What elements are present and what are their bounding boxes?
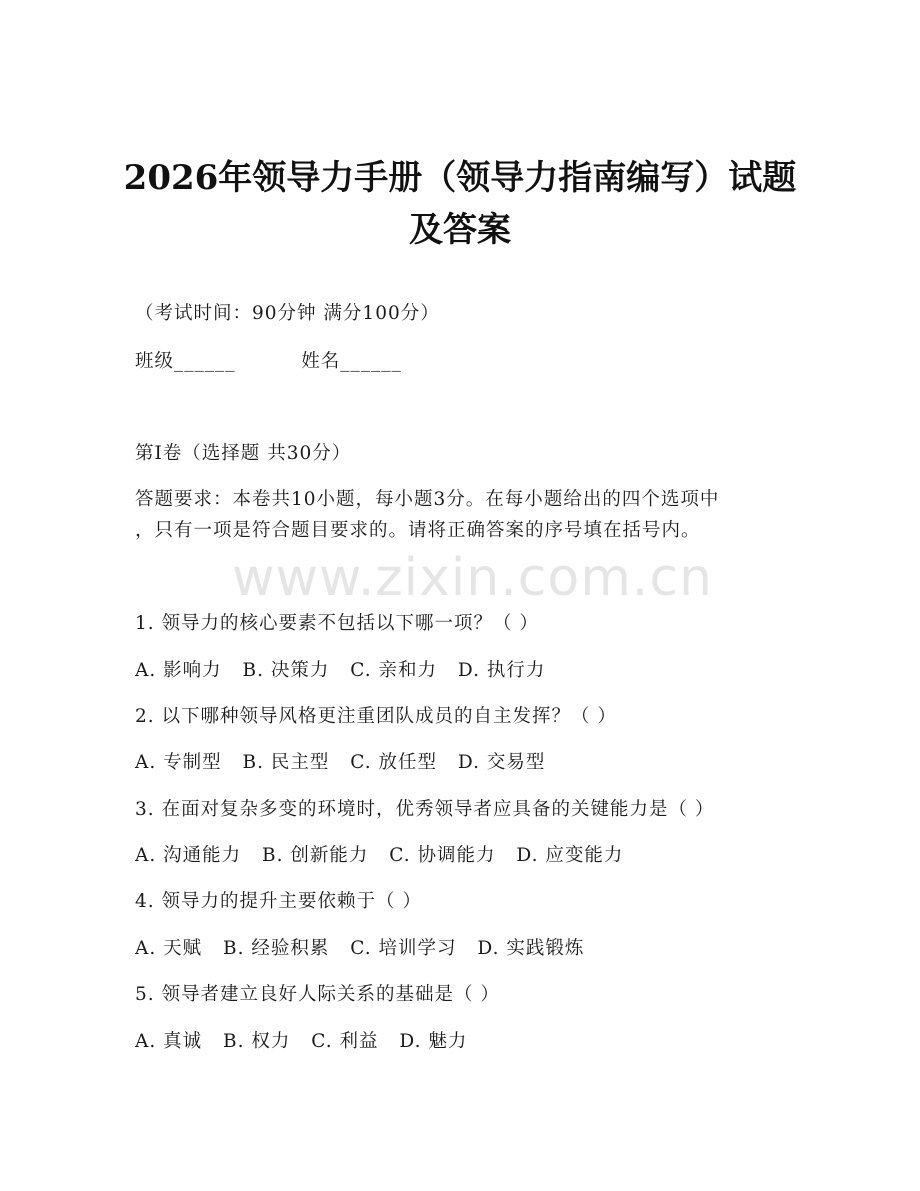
option-c: C. 亲和力 — [350, 660, 438, 681]
question-4-options — [135, 936, 584, 962]
title-line-1: 2026年领导力手册（领导力指南编写）试题 — [123, 158, 797, 198]
option-d: D. 实践锻炼 — [477, 938, 585, 959]
option-b: B. 权力 — [223, 1031, 291, 1052]
question-1-options — [135, 658, 545, 684]
option-c: C. 利益 — [311, 1031, 379, 1052]
option-d: D. 应变能力 — [516, 845, 624, 866]
document-title — [120, 152, 800, 256]
exam-info: （考试时间：90分钟 满分100分） — [135, 303, 440, 324]
option-b: B. 民主型 — [242, 752, 330, 773]
option-a: A. 影响力 — [135, 660, 222, 681]
instructions-line-1: 答题要求：本卷共10小题，每小题3分。在每小题给出的四个选项中 — [135, 489, 720, 510]
class-field: 班级______ — [135, 351, 236, 372]
question-5-options — [135, 1029, 467, 1055]
option-c: C. 培训学习 — [350, 938, 457, 959]
option-d: D. 执行力 — [457, 660, 546, 681]
option-d: D. 魅力 — [399, 1031, 468, 1052]
question-5-stem: 5. 领导者建立良好人际关系的基础是（ ） — [135, 984, 500, 1005]
question-3-stem: 3. 在面对复杂多变的环境时，优秀领导者应具备的关键能力是（ ） — [135, 799, 715, 820]
question-1-stem: 1. 领导力的核心要素不包括以下哪一项？（ ） — [135, 613, 539, 634]
question-4-stem: 4. 领导力的提升主要依赖于（ ） — [135, 891, 422, 912]
option-c: C. 放任型 — [350, 752, 438, 773]
option-a: A. 真诚 — [135, 1031, 203, 1052]
option-b: B. 经验积累 — [223, 938, 330, 959]
option-b: B. 决策力 — [242, 660, 330, 681]
question-2-stem: 2. 以下哪种领导风格更注重团队成员的自主发挥？（ ） — [135, 706, 617, 727]
student-info-row — [135, 349, 402, 375]
question-2-options — [135, 750, 545, 776]
option-a: A. 沟通能力 — [135, 845, 242, 866]
option-a: A. 天赋 — [135, 938, 203, 959]
question-3-options — [135, 843, 623, 869]
option-d: D. 交易型 — [457, 752, 546, 773]
name-field: 姓名______ — [301, 351, 402, 372]
instructions-line-2: ，只有一项是符合题目要求的。请将正确答案的序号填在括号内。 — [135, 520, 701, 541]
section-title: 第I卷（选择题 共30分） — [135, 443, 352, 464]
option-b: B. 创新能力 — [262, 845, 369, 866]
option-c: C. 协调能力 — [389, 845, 496, 866]
watermark: www.zixin.com.cn — [232, 548, 713, 608]
option-a: A. 专制型 — [135, 752, 222, 773]
title-line-2: 及答案 — [409, 210, 511, 250]
